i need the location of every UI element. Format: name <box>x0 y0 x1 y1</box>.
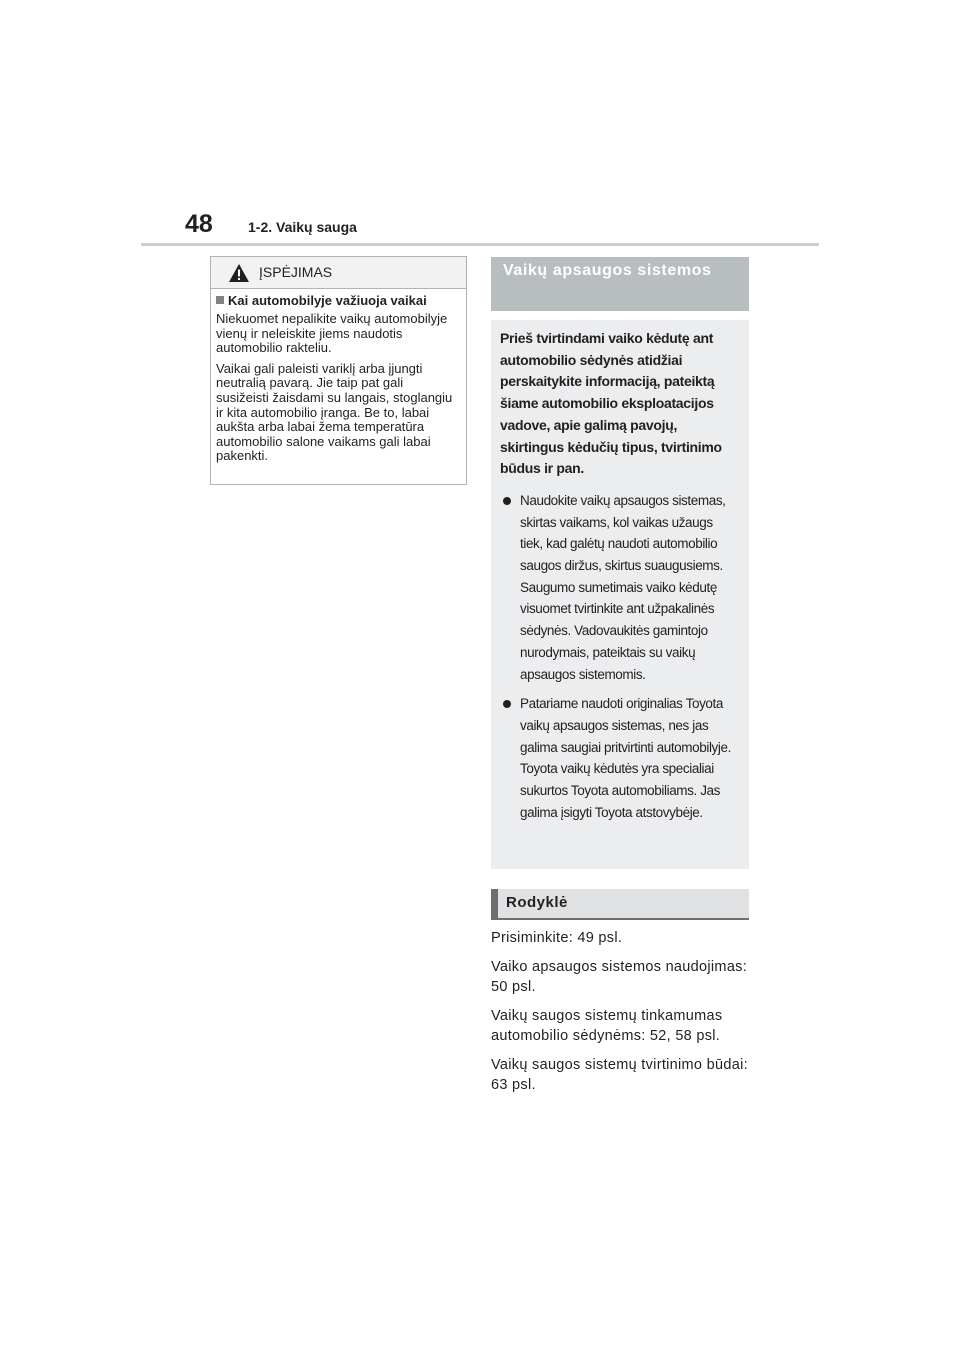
list-item <box>500 490 735 685</box>
index-link[interactable]: Vaikų saugos sistemų tvirtinimo būdai: 63 psl. <box>491 1056 748 1093</box>
list-item-text: Patariame naudoti originalias Toyota vaikų apsaugos sistemas, nes jas galima saugiai pritvirtinti automobilyje. Toyota vaikų kėdutės yra specialiai sukurtos Toyota automobiliams. Jas galima įsigyti Toyota atstovybėje. <box>520 696 731 820</box>
section-title: 1-2. Vaikų sauga <box>248 219 357 235</box>
index-heading: Rodyklė <box>491 889 749 920</box>
warning-paragraph: Vaikai gali paleisti variklį arba įjungti neutralią pavarą. Jie taip pat gali susižeisti žaisdami su langais, stoglangiu ir kita automobilio įranga. Be to, labai aukšta arba labai žema temperatūra automobilio salone vaikams gali labai pakenkti. <box>216 360 453 464</box>
index-link[interactable]: Prisiminkite: 49 psl. <box>491 930 623 946</box>
warning-paragraph: Niekuomet nepalikite vaikų automobilyje vienų ir neleiskite jiems naudotis automobilio rakteliu. <box>216 311 448 356</box>
index-link[interactable]: Vaiko apsaugos sistemos naudojimas: 50 psl. <box>491 958 748 995</box>
child-restraint-heading: Vaikų apsaugos sistemos <box>491 257 749 311</box>
warning-subheading-text: Kai automobilyje važiuoja vaikai <box>228 293 427 308</box>
page-number: 48 <box>185 210 213 238</box>
warning-box <box>210 256 467 485</box>
child-restraint-intro: Prieš tvirtindami vaiko kėdutę ant automobilio sėdynės atidžiai perskaitykite informaciją, pateiktą šiame automobilio eksploatacijos vadove, apie galimą pavojų, skirtingus kėdučių tipus, tvirtinimo būdus ir pan. <box>500 330 722 477</box>
warning-title: ĮSPĖJIMAS <box>259 264 333 280</box>
warning-header <box>211 257 466 289</box>
bullet-icon <box>503 497 511 505</box>
warning-subheading <box>216 293 456 308</box>
warning-body <box>211 289 466 464</box>
child-restraint-box <box>491 320 749 869</box>
header-divider <box>141 243 819 246</box>
list-item-text: Naudokite vaikų apsaugos sistemas, skirtas vaikams, kol vaikas užaugs tiek, kad galėtų naudoti automobilio saugos diržus, skirtus suaugusiems. Saugumo sumetimais vaiko kėdutę visuomet tvirtinkite ant užpakalinės sėdynės. Vadovaukitės gamintojo nurodymais, pateiktais su vaikų apsaugos sistemomis. <box>520 492 726 682</box>
index-link[interactable]: Vaikų saugos sistemų tinkamumas automobilio sėdynėms: 52, 58 psl. <box>491 1007 723 1044</box>
bullet-icon <box>503 700 511 708</box>
list-item <box>500 693 735 823</box>
index-list <box>491 928 753 1104</box>
square-bullet-icon <box>216 296 224 304</box>
warning-triangle-icon <box>228 263 250 283</box>
